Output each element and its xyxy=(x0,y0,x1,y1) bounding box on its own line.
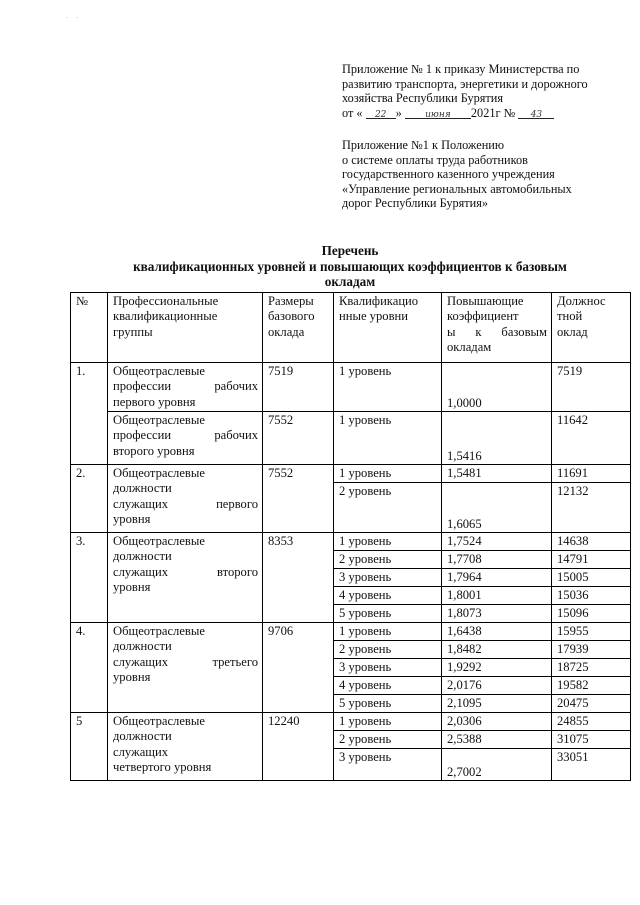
position-salary: 20475 xyxy=(552,695,631,713)
position-salary: 15955 xyxy=(552,623,631,641)
position-salary: 15036 xyxy=(552,587,631,605)
header-text: коэффициент xyxy=(447,309,519,324)
position-salary: 14638 xyxy=(552,533,631,551)
base-salary: 7552 xyxy=(263,412,334,465)
level: 1 уровень xyxy=(334,412,442,465)
group-name-line xyxy=(113,379,258,394)
position-salary: 31075 xyxy=(552,731,631,749)
coefficient: 2,0176 xyxy=(442,677,552,695)
coefficient: 1,7964 xyxy=(442,569,552,587)
header-text: базового xyxy=(268,309,315,324)
level: 3 уровень xyxy=(334,749,442,781)
group-name-line: уровня xyxy=(113,670,151,685)
group-name-word: профессии xyxy=(113,428,172,443)
header-coefficients xyxy=(442,293,552,363)
coefficient: 1,8482 xyxy=(442,641,552,659)
title-line-2: квалификационных уровней и повышающих коэффициентов к базовым xyxy=(133,258,567,274)
title-line-1: Перечень xyxy=(321,243,379,258)
group-name-word: служащих xyxy=(113,654,169,669)
group-name-word: рабочих xyxy=(214,379,258,394)
group-name xyxy=(108,465,263,533)
base-salary: 8353 xyxy=(263,533,334,623)
order-attachment-block xyxy=(342,62,588,120)
group-name-line: должности xyxy=(113,481,172,496)
level: 5 уровень xyxy=(334,605,442,623)
level: 4 уровень xyxy=(334,587,442,605)
group-name xyxy=(108,533,263,623)
date-day-handwritten: 22 xyxy=(374,109,387,120)
coefficient: 1,7524 xyxy=(442,533,552,551)
header-text: окладам xyxy=(447,340,492,355)
header-levels xyxy=(334,293,442,363)
order-number-field xyxy=(518,106,554,119)
order-line: Приложение № 1 к приказу Министерства по xyxy=(342,62,580,76)
base-salary: 12240 xyxy=(263,713,334,781)
level: 2 уровень xyxy=(334,731,442,749)
group-name xyxy=(108,412,263,465)
group-name-word: второго xyxy=(216,564,258,579)
level: 4 уровень xyxy=(334,677,442,695)
group-num: 4. xyxy=(71,623,108,713)
position-salary: 15005 xyxy=(552,569,631,587)
group-name-word: рабочих xyxy=(214,428,258,443)
scan-corner-mark: · · xyxy=(66,14,82,22)
group-name-line: Общеотраслевые xyxy=(113,364,205,378)
header-text: нные уровни xyxy=(339,309,408,324)
level: 5 уровень xyxy=(334,695,442,713)
group-name-line: Общеотраслевые xyxy=(113,466,205,480)
coefficient: 1,6438 xyxy=(442,623,552,641)
position-salary: 11642 xyxy=(552,412,631,465)
header-base-salary xyxy=(263,293,334,363)
order-line: развитию транспорта, энергетики и дорожного xyxy=(342,76,588,91)
date-day-field xyxy=(366,106,396,119)
title-line-3: окладам xyxy=(324,274,376,289)
table-row xyxy=(71,412,631,465)
header-text: Квалификацио xyxy=(339,294,419,308)
level: 2 уровень xyxy=(334,483,442,533)
group-name-line: служащих xyxy=(113,744,169,759)
level: 1 уровень xyxy=(334,533,442,551)
group-name-word: первого xyxy=(216,496,258,511)
header-text: Повышающие xyxy=(447,294,524,308)
base-salary: 7552 xyxy=(263,465,334,533)
level: 1 уровень xyxy=(334,465,442,483)
group-name-word: профессии xyxy=(113,379,172,394)
coefficient: 2,0306 xyxy=(442,713,552,731)
position-salary: 12132 xyxy=(552,483,631,533)
coefficient: 1,5481 xyxy=(442,465,552,483)
order-number-handwritten: 43 xyxy=(530,109,543,120)
group-num: 5 xyxy=(71,713,108,781)
group-name-line: должности xyxy=(113,639,172,654)
regulation-line: о системе оплаты труда работников xyxy=(342,152,528,167)
coefficient: 2,1095 xyxy=(442,695,552,713)
table-header-row xyxy=(71,293,631,363)
table-row xyxy=(71,623,631,641)
position-salary: 18725 xyxy=(552,659,631,677)
regulation-line: государственного казенного учреждения xyxy=(342,167,555,182)
header-text: Размеры xyxy=(268,294,314,308)
date-mid: » xyxy=(395,105,402,120)
group-name xyxy=(108,363,263,412)
table-row xyxy=(71,713,631,731)
regulation-line: Приложение №1 к Положению xyxy=(342,138,505,152)
level: 3 уровень xyxy=(334,569,442,587)
level: 1 уровень xyxy=(334,713,442,731)
group-name-line: уровня xyxy=(113,512,151,527)
header-position-salary xyxy=(552,293,631,363)
header-text: Профессиональные xyxy=(113,294,219,308)
header-text xyxy=(447,325,547,340)
group-name-line xyxy=(113,497,258,512)
header-text: оклада xyxy=(268,324,305,339)
coefficient: 1,6065 xyxy=(442,483,552,533)
coefficient: 1,9292 xyxy=(442,659,552,677)
group-name-word: третьего xyxy=(212,654,258,669)
date-prefix: от « xyxy=(342,105,363,120)
group-name-line xyxy=(113,428,258,443)
group-name xyxy=(108,623,263,713)
group-num: 1. xyxy=(71,363,108,465)
date-month-field xyxy=(405,106,471,119)
group-name-line: первого уровня xyxy=(113,394,196,409)
group-name-line xyxy=(113,565,258,580)
position-salary: 11691 xyxy=(552,465,631,483)
qualification-levels-table xyxy=(70,292,631,781)
table-row xyxy=(71,465,631,483)
group-name-line: четвертого уровня xyxy=(113,760,212,775)
position-salary: 33051 xyxy=(552,749,631,781)
base-salary: 9706 xyxy=(263,623,334,713)
coefficient: 1,0000 xyxy=(442,363,552,412)
position-salary: 17939 xyxy=(552,641,631,659)
date-month-handwritten: июня xyxy=(425,109,451,120)
regulation-attachment-block xyxy=(342,138,572,211)
order-line: хозяйства Республики Бурятия xyxy=(342,91,504,106)
base-salary: 7519 xyxy=(263,363,334,412)
group-name-line: Общеотраслевые xyxy=(113,534,205,548)
header-text: оклад xyxy=(557,324,588,339)
coefficient: 1,7708 xyxy=(442,551,552,569)
level: 1 уровень xyxy=(334,363,442,412)
group-name-line: Общеотраслевые xyxy=(113,714,205,728)
header-word: к xyxy=(475,324,482,339)
coefficient: 1,8073 xyxy=(442,605,552,623)
group-name xyxy=(108,713,263,781)
level: 3 уровень xyxy=(334,659,442,677)
header-group xyxy=(108,293,263,363)
coefficient: 1,8001 xyxy=(442,587,552,605)
position-salary: 24855 xyxy=(552,713,631,731)
header-num: № xyxy=(71,293,108,363)
group-name-line: уровня xyxy=(113,580,151,595)
header-text: Должнос xyxy=(557,294,606,308)
document-title xyxy=(70,243,630,290)
group-num: 2. xyxy=(71,465,108,533)
table-row xyxy=(71,533,631,551)
position-salary: 7519 xyxy=(552,363,631,412)
group-name-line: должности xyxy=(113,729,172,744)
group-num: 3. xyxy=(71,533,108,623)
position-salary: 19582 xyxy=(552,677,631,695)
group-name-word: служащих xyxy=(113,496,169,511)
group-name-line: Общеотраслевые xyxy=(113,624,205,638)
date-year: 2021г № xyxy=(470,105,516,120)
coefficient: 1,5416 xyxy=(442,412,552,465)
header-word: базовым xyxy=(501,324,547,339)
group-name-line: второго уровня xyxy=(113,443,195,458)
level: 2 уровень xyxy=(334,641,442,659)
order-date-line xyxy=(342,106,588,121)
coefficient: 2,5388 xyxy=(442,731,552,749)
regulation-line: дорог Республики Бурятия» xyxy=(342,196,489,211)
group-name-word: служащих xyxy=(113,564,169,579)
level: 2 уровень xyxy=(334,551,442,569)
group-name-line: должности xyxy=(113,549,172,564)
header-text: тной xyxy=(557,309,583,324)
regulation-line: «Управление региональных автомобильных xyxy=(342,181,572,196)
coefficient: 2,7002 xyxy=(442,749,552,781)
header-text: квалификационные xyxy=(113,309,218,324)
table-row xyxy=(71,363,631,412)
header-word: ы xyxy=(447,324,456,339)
header-text: группы xyxy=(113,324,153,339)
group-name-line: Общеотраслевые xyxy=(113,413,205,427)
position-salary: 14791 xyxy=(552,551,631,569)
group-name-line xyxy=(113,655,258,670)
position-salary: 15096 xyxy=(552,605,631,623)
level: 1 уровень xyxy=(334,623,442,641)
